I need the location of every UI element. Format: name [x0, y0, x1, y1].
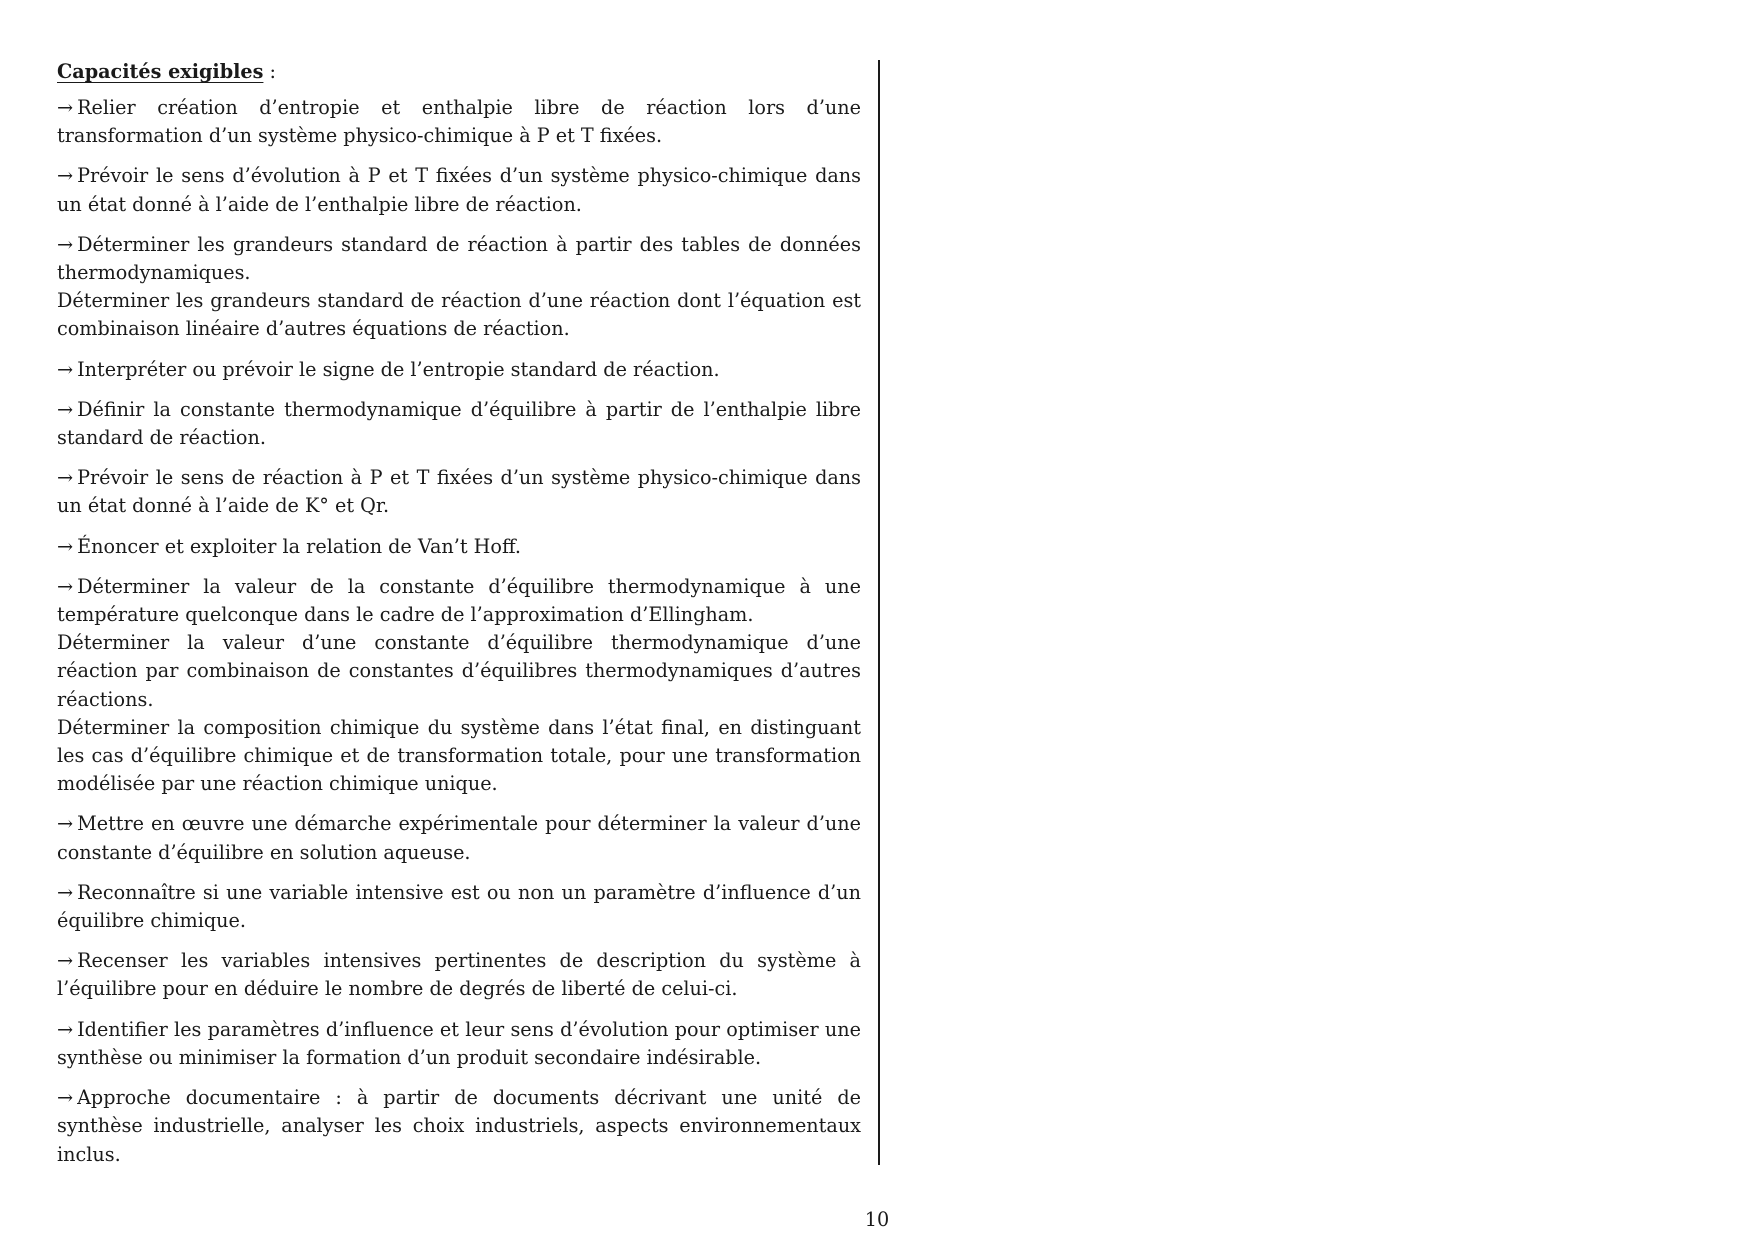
capacity-text-content: Interpréter ou prévoir le signe de l’entropie standard de réaction.	[77, 357, 720, 381]
capacity-item	[57, 94, 861, 150]
capacity-text	[57, 396, 861, 452]
capacity-text-content: Déterminer les grandeurs standard de réaction à partir des tables de données thermodynamiques.	[57, 232, 861, 285]
page-number: 10	[864, 1208, 890, 1231]
capacity-text	[57, 162, 861, 218]
capacity-item	[57, 464, 861, 520]
capacity-item	[57, 1016, 861, 1072]
capacity-text	[57, 1084, 861, 1169]
capacity-text	[57, 94, 861, 150]
capacity-text	[57, 573, 861, 629]
capacities-list	[57, 94, 861, 1169]
capacity-text	[57, 810, 861, 866]
arrow-icon: →	[57, 96, 74, 119]
capacity-text	[57, 947, 861, 1003]
arrow-icon: →	[57, 949, 74, 973]
capacity-text-content: Définir la constante thermodynamique d’équilibre à partir de l’enthalpie libre standard de réaction.	[57, 397, 861, 450]
capacity-item	[57, 533, 861, 561]
capacity-text	[57, 464, 861, 520]
capacity-item	[57, 947, 861, 1003]
capacity-text	[57, 231, 861, 287]
capacity-text-content: Déterminer la composition chimique du système dans l’état final, en distinguant les cas d’équilibre chimique et de transformation totale, pour une transformation modélisée par une réaction chimique unique.	[57, 715, 861, 796]
capacity-text	[57, 356, 861, 384]
capacity-item	[57, 356, 861, 384]
arrow-icon: →	[57, 880, 74, 904]
capacity-text	[57, 629, 861, 714]
capacity-text	[57, 714, 861, 799]
capacity-item	[57, 231, 861, 344]
capacity-text-content: Déterminer la valeur de la constante d’équilibre thermodynamique à une température quelconque dans le cadre de l’approximation d’Ellingham.	[57, 574, 861, 627]
capacity-text-content: Énoncer et exploiter la relation de Van’t Hoff.	[77, 534, 522, 558]
column-divider	[878, 60, 880, 1165]
arrow-icon: →	[57, 1086, 74, 1110]
capacity-item	[57, 573, 861, 799]
capacity-text-content: Mettre en œuvre une démarche expérimentale pour déterminer la valeur d’une constante d’équilibre en solution aqueuse.	[57, 812, 861, 864]
capacity-text	[57, 1016, 861, 1072]
capacity-item	[57, 810, 861, 866]
section-heading	[57, 58, 861, 86]
capacity-text-content: Approche documentaire : à partir de documents décrivant une unité de synthèse industrielle, analyser les choix industriels, aspects environnementaux inclus.	[57, 1086, 861, 1166]
arrow-icon: →	[57, 534, 74, 558]
capacity-text	[57, 533, 861, 561]
capacity-item	[57, 396, 861, 452]
capacity-text	[57, 287, 861, 343]
capacity-text-content: Prévoir le sens d’évolution à P et T fixées d’un système physico-chimique dans un état donné à l’aide de l’enthalpie libre de réaction.	[57, 164, 861, 216]
capacity-text-content: Déterminer la valeur d’une constante d’équilibre thermodynamique d’une réaction par combinaison de constantes d’équilibres thermodynamiques d’autres réactions.	[57, 631, 861, 711]
capacity-text-content: Déterminer les grandeurs standard de réaction d’une réaction dont l’équation est combinaison linéaire d’autres équations de réaction.	[57, 289, 861, 341]
arrow-icon: →	[57, 812, 74, 836]
capacity-text-content: Identifier les paramètres d’influence et leur sens d’évolution pour optimiser une synthèse ou minimiser la formation d’un produit secondaire indésirable.	[57, 1017, 861, 1069]
capacity-text-content: Prévoir le sens de réaction à P et T fixées d’un système physico-chimique dans un état donné à l’aide de K° et Qr.	[57, 466, 861, 518]
arrow-icon: →	[57, 574, 74, 598]
section-heading-colon: :	[263, 60, 277, 83]
capacity-text-content: Reconnaître si une variable intensive est ou non un paramètre d’influence d’un équilibre chimique.	[57, 880, 861, 933]
capacity-item	[57, 879, 861, 935]
arrow-icon: →	[57, 357, 74, 381]
left-column	[57, 58, 861, 1181]
arrow-icon: →	[57, 164, 74, 188]
arrow-icon: →	[57, 1017, 74, 1041]
capacity-item	[57, 162, 861, 218]
arrow-icon: →	[57, 232, 74, 256]
capacity-text-content: Recenser les variables intensives pertinentes de description du système à l’équilibre pour en déduire le nombre de degrés de liberté de celui-ci.	[57, 949, 861, 1001]
section-heading-label: Capacités exigibles	[57, 60, 264, 83]
arrow-icon: →	[57, 397, 74, 421]
arrow-icon: →	[57, 466, 74, 490]
capacity-text-content: Relier création d’entropie et enthalpie libre de réaction lors d’une transformation d’un système physico-chimique à P et T fixées.	[57, 96, 861, 148]
capacity-text	[57, 879, 861, 935]
capacity-item	[57, 1084, 861, 1169]
